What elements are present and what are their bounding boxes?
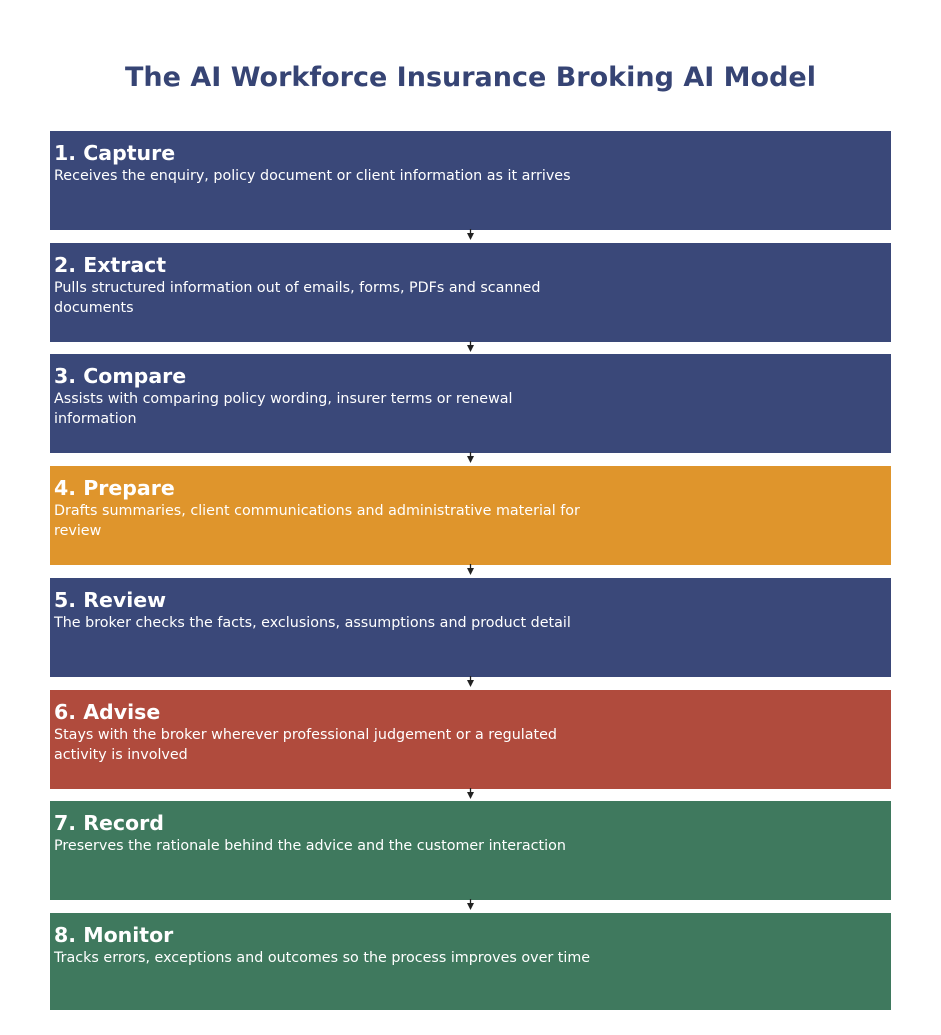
arrow-down-icon [466, 229, 475, 241]
step-box [50, 913, 891, 1010]
arrow-down-icon [466, 341, 475, 353]
arrow-down-icon [466, 788, 475, 800]
process-steps [50, 131, 891, 1010]
step-title: 8. Monitor [54, 923, 174, 947]
step-title: 1. Capture [54, 141, 176, 165]
step-box [50, 131, 891, 230]
step-description: Receives the enquiry, policy document or client information as it arrives [54, 168, 571, 184]
step-title: 7. Record [54, 811, 164, 835]
step-box [50, 578, 891, 677]
step-description: Drafts summaries, client communications and administrative material for review [54, 503, 580, 539]
step-description: Pulls structured information out of emails, forms, PDFs and scanned documents [54, 280, 541, 316]
arrow-down-icon [466, 899, 475, 911]
step-description: Preserves the rationale behind the advice and the customer interaction [54, 838, 566, 854]
step-box [50, 801, 891, 900]
step-description: Tracks errors, exceptions and outcomes so the process improves over time [54, 950, 591, 966]
step-box [50, 466, 891, 565]
diagram-title: The AI Workforce Insurance Broking AI Model [125, 62, 816, 93]
step-description: Stays with the broker wherever professional judgement or a regulated activity is involved [54, 727, 558, 763]
arrow-down-icon [466, 564, 475, 576]
step-description: Assists with comparing policy wording, insurer terms or renewal information [54, 391, 513, 427]
step-title: 4. Prepare [54, 476, 175, 500]
step-title: 6. Advise [54, 700, 161, 724]
arrow-down-icon [466, 676, 475, 688]
step-box [50, 354, 891, 453]
step-box [50, 243, 891, 342]
step-title: 5. Review [54, 588, 167, 612]
step-description: The broker checks the facts, exclusions, assumptions and product detail [54, 615, 571, 631]
step-title: 2. Extract [54, 253, 167, 277]
step-title: 3. Compare [54, 364, 187, 388]
arrow-down-icon [466, 452, 475, 464]
step-box [50, 690, 891, 789]
